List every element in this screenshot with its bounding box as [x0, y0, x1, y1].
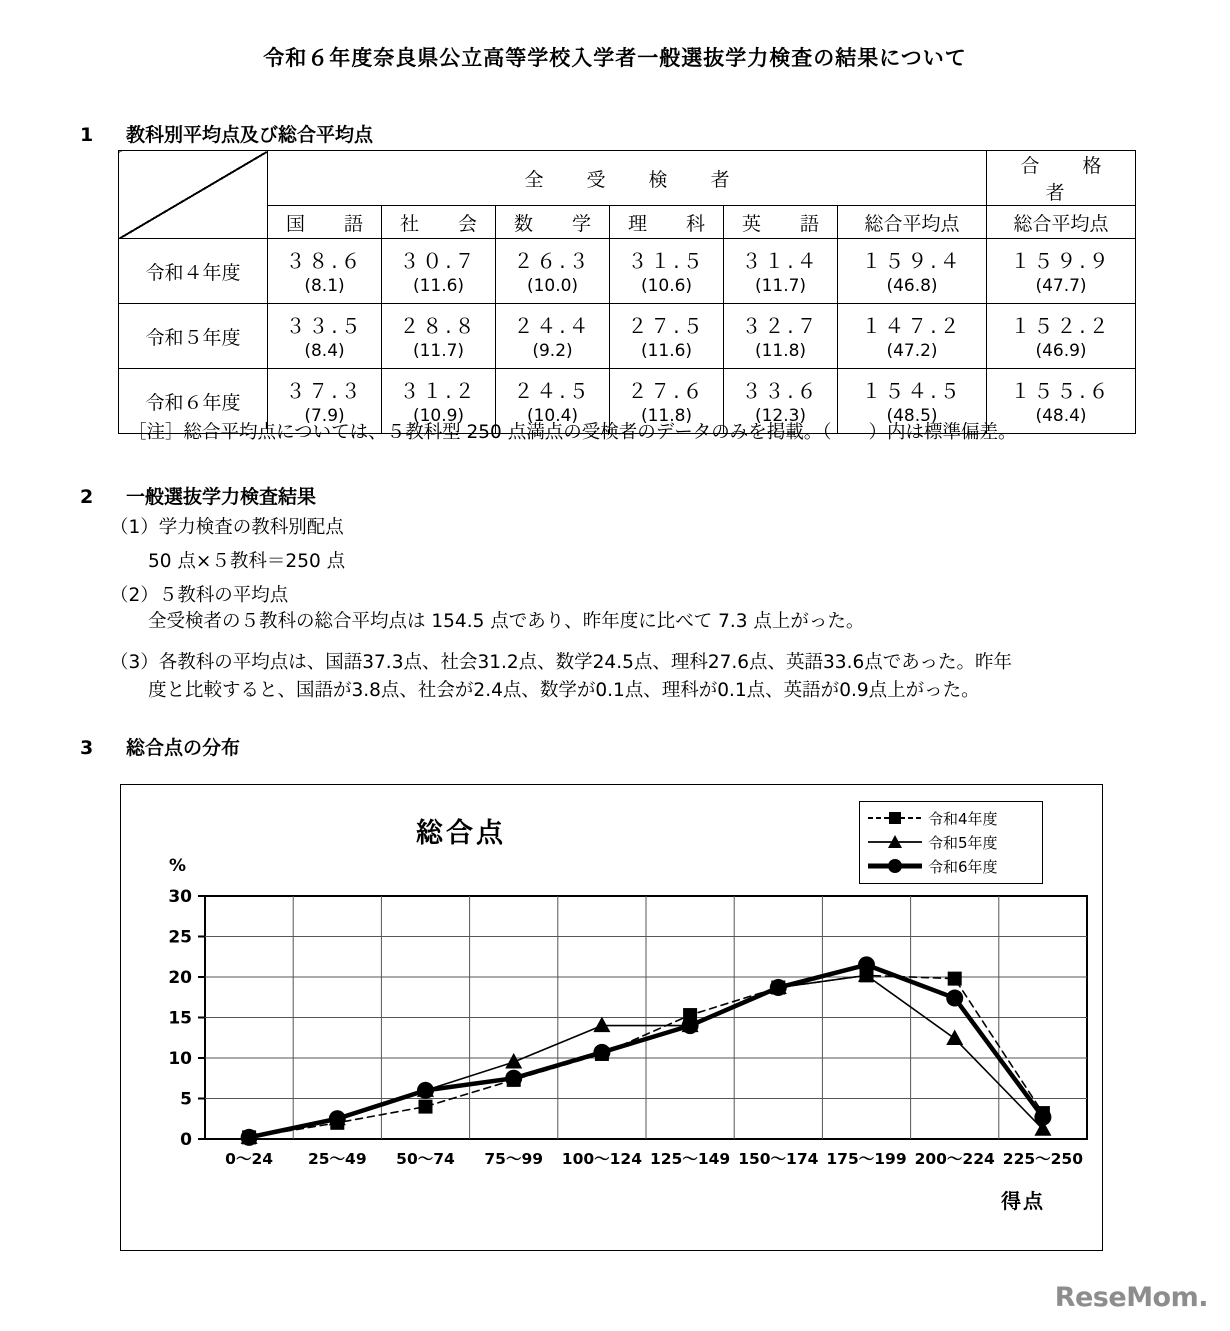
row-label-reiwa4: 令和４年度 — [119, 239, 268, 304]
svg-text:75〜99: 75〜99 — [484, 1150, 544, 1168]
column-header-science: 理 科 — [610, 206, 724, 239]
average-score-table-wrapper — [118, 150, 1145, 434]
section-2-number: 2 — [80, 486, 94, 508]
svg-text:30: 30 — [168, 887, 192, 907]
cell-value: ２４.４ — [513, 313, 592, 338]
cell-sd: (11.8) — [640, 405, 693, 426]
section-3-number: 3 — [80, 737, 94, 759]
cell-r4-social — [382, 239, 496, 304]
cell-sd: (8.4) — [304, 340, 345, 361]
cell-r5-total-passed — [987, 304, 1136, 369]
column-header-social-studies: 社 会 — [382, 206, 496, 239]
svg-text:5: 5 — [180, 1089, 192, 1110]
table-row — [119, 239, 1136, 304]
cell-r5-science — [610, 304, 724, 369]
section-2-title: 一般選抜学力検査結果 — [126, 486, 317, 508]
cell-value: ３１.４ — [741, 248, 820, 273]
section-3-title: 総合点の分布 — [126, 737, 241, 759]
cell-sd: (8.1) — [304, 275, 345, 296]
svg-text:150〜174: 150〜174 — [738, 1150, 819, 1168]
section-2-heading — [80, 482, 316, 509]
cell-sd: (47.7) — [1035, 275, 1087, 296]
section-1-number: 1 — [80, 124, 94, 146]
cell-value: １５４.５ — [861, 378, 963, 403]
legend-label-reiwa6: 令和6年度 — [928, 857, 998, 876]
cell-value: ２７.５ — [627, 313, 706, 338]
svg-text:200〜224: 200〜224 — [914, 1150, 995, 1168]
average-score-table — [118, 150, 1145, 434]
cell-r4-science — [610, 239, 724, 304]
svg-text:50〜74: 50〜74 — [396, 1150, 455, 1168]
cell-r4-total-all — [838, 239, 987, 304]
column-header-math: 数 学 — [496, 206, 610, 239]
section-2-item-1-body: 50 点×５教科＝250 点 — [148, 551, 346, 572]
cell-sd: (11.7) — [412, 340, 465, 361]
cell-value: １４７.２ — [861, 313, 963, 338]
cell-value: １５９.４ — [861, 248, 963, 273]
cell-r4-math — [496, 239, 610, 304]
table-header-row-columns — [119, 206, 1136, 239]
cell-value: ２７.６ — [627, 378, 706, 403]
section-2-item-2-label: （2）５教科の平均点 — [110, 585, 289, 606]
svg-text:225〜250: 225〜250 — [1002, 1150, 1084, 1168]
cell-r5-math — [496, 304, 610, 369]
section-2-item-3-body: 度と比較すると、国語が3.8点、社会が2.4点、数学が0.1点、理科が0.1点、英語が0.9点上がった。 — [148, 680, 980, 701]
cell-r5-japanese — [268, 304, 382, 369]
cell-value: ２４.５ — [513, 378, 592, 403]
svg-text:10: 10 — [168, 1049, 192, 1069]
section-2-item-2-body: 全受検者の５教科の総合平均点は 154.5 点であり、昨年度に比べて 7.3 点上がった。 — [148, 611, 865, 632]
section-2-item-1-label: （1）学力検査の教科別配点 — [110, 517, 344, 538]
row-label-reiwa6: 令和６年度 — [119, 369, 268, 434]
cell-sd: (11.8) — [754, 340, 807, 361]
svg-text:175〜199: 175〜199 — [826, 1150, 907, 1168]
cell-r5-total-all — [838, 304, 987, 369]
svg-text:0〜24: 0〜24 — [225, 1150, 274, 1168]
cell-sd: (47.2) — [886, 340, 938, 361]
page-title: 令和６年度奈良県公立高等学校入学者一般選抜学力検査の結果について — [263, 46, 967, 70]
y-axis-unit-label: % — [169, 856, 187, 876]
cell-sd: (11.6) — [412, 275, 465, 296]
svg-text:15: 15 — [168, 1008, 192, 1029]
cell-sd: (48.4) — [1035, 405, 1087, 426]
cell-r5-english — [724, 304, 838, 369]
cell-sd: (9.2) — [532, 340, 573, 361]
svg-text:100〜124: 100〜124 — [561, 1150, 643, 1168]
svg-text:0: 0 — [180, 1130, 192, 1150]
column-header-overall-average-all: 総合平均点 — [838, 206, 987, 239]
chart-plot-area — [121, 785, 1102, 1250]
cell-value: ３１.５ — [627, 248, 706, 273]
cell-r4-english — [724, 239, 838, 304]
cell-value: ２８.８ — [399, 313, 478, 338]
table-corner-diagonal-cell — [119, 151, 268, 239]
cell-sd: (7.9) — [304, 405, 345, 426]
chart-title: 総合点 — [416, 818, 506, 849]
x-axis-title: 得点 — [1001, 1189, 1045, 1213]
table-note: ［注］総合平均点については、５教科型 250 点満点の受検者のデータのみを掲載。（ ）内は標準偏差。 — [128, 422, 1017, 443]
cell-sd: (10.9) — [412, 405, 465, 426]
cell-sd: (46.8) — [886, 275, 938, 296]
section-1-title: 教科別平均点及び総合平均点 — [126, 124, 374, 146]
cell-value: ３８.６ — [285, 248, 364, 273]
table-row — [119, 304, 1136, 369]
cell-sd: (48.5) — [886, 405, 938, 426]
cell-value: ３２.７ — [741, 313, 820, 338]
legend-label-reiwa5: 令和5年度 — [928, 833, 998, 852]
section-1-heading — [80, 120, 373, 147]
section-2-item-3-label: （3）各教科の平均点は、国語37.3点、社会31.2点、数学24.5点、理科27.6点、英語33.6点であった。昨年 — [110, 652, 1013, 673]
cell-sd: (11.7) — [754, 275, 807, 296]
cell-value: ３７.３ — [285, 378, 364, 403]
cell-value: ３３.６ — [741, 378, 820, 403]
group-header-all-examinees: 全 受 検 者 — [268, 151, 987, 206]
cell-value: ３３.５ — [285, 313, 364, 338]
svg-text:25〜49: 25〜49 — [307, 1150, 367, 1168]
svg-text:125〜149: 125〜149 — [649, 1150, 731, 1168]
group-header-successful: 合 格 者 — [987, 151, 1136, 206]
column-header-overall-average-passed: 総合平均点 — [987, 206, 1136, 239]
cell-value: １５２.２ — [1010, 313, 1112, 338]
svg-text:20: 20 — [168, 968, 192, 988]
cell-value: ３０.７ — [399, 248, 478, 273]
cell-sd: (10.4) — [526, 405, 579, 426]
cell-value: １５９.９ — [1010, 248, 1112, 273]
cell-r5-social — [382, 304, 496, 369]
table-header-row-group — [119, 151, 1136, 206]
svg-text:25: 25 — [168, 927, 192, 948]
cell-sd: (46.9) — [1035, 340, 1087, 361]
section-3-heading — [80, 733, 240, 760]
cell-sd: (12.3) — [754, 405, 807, 426]
resemom-watermark: ReseMom. — [1054, 1282, 1208, 1313]
cell-r4-total-passed — [987, 239, 1136, 304]
cell-r4-japanese — [268, 239, 382, 304]
column-header-english: 英 語 — [724, 206, 838, 239]
column-header-japanese: 国 語 — [268, 206, 382, 239]
cell-value: ３１.２ — [399, 378, 478, 403]
cell-sd: (11.6) — [640, 340, 693, 361]
cell-value: １５５.６ — [1010, 378, 1112, 403]
score-distribution-chart — [120, 784, 1103, 1251]
legend-label-reiwa4: 令和4年度 — [928, 809, 998, 828]
cell-value: ２６.３ — [513, 248, 592, 273]
cell-sd: (10.0) — [526, 275, 579, 296]
row-label-reiwa5: 令和５年度 — [119, 304, 268, 369]
cell-sd: (10.6) — [640, 275, 693, 296]
